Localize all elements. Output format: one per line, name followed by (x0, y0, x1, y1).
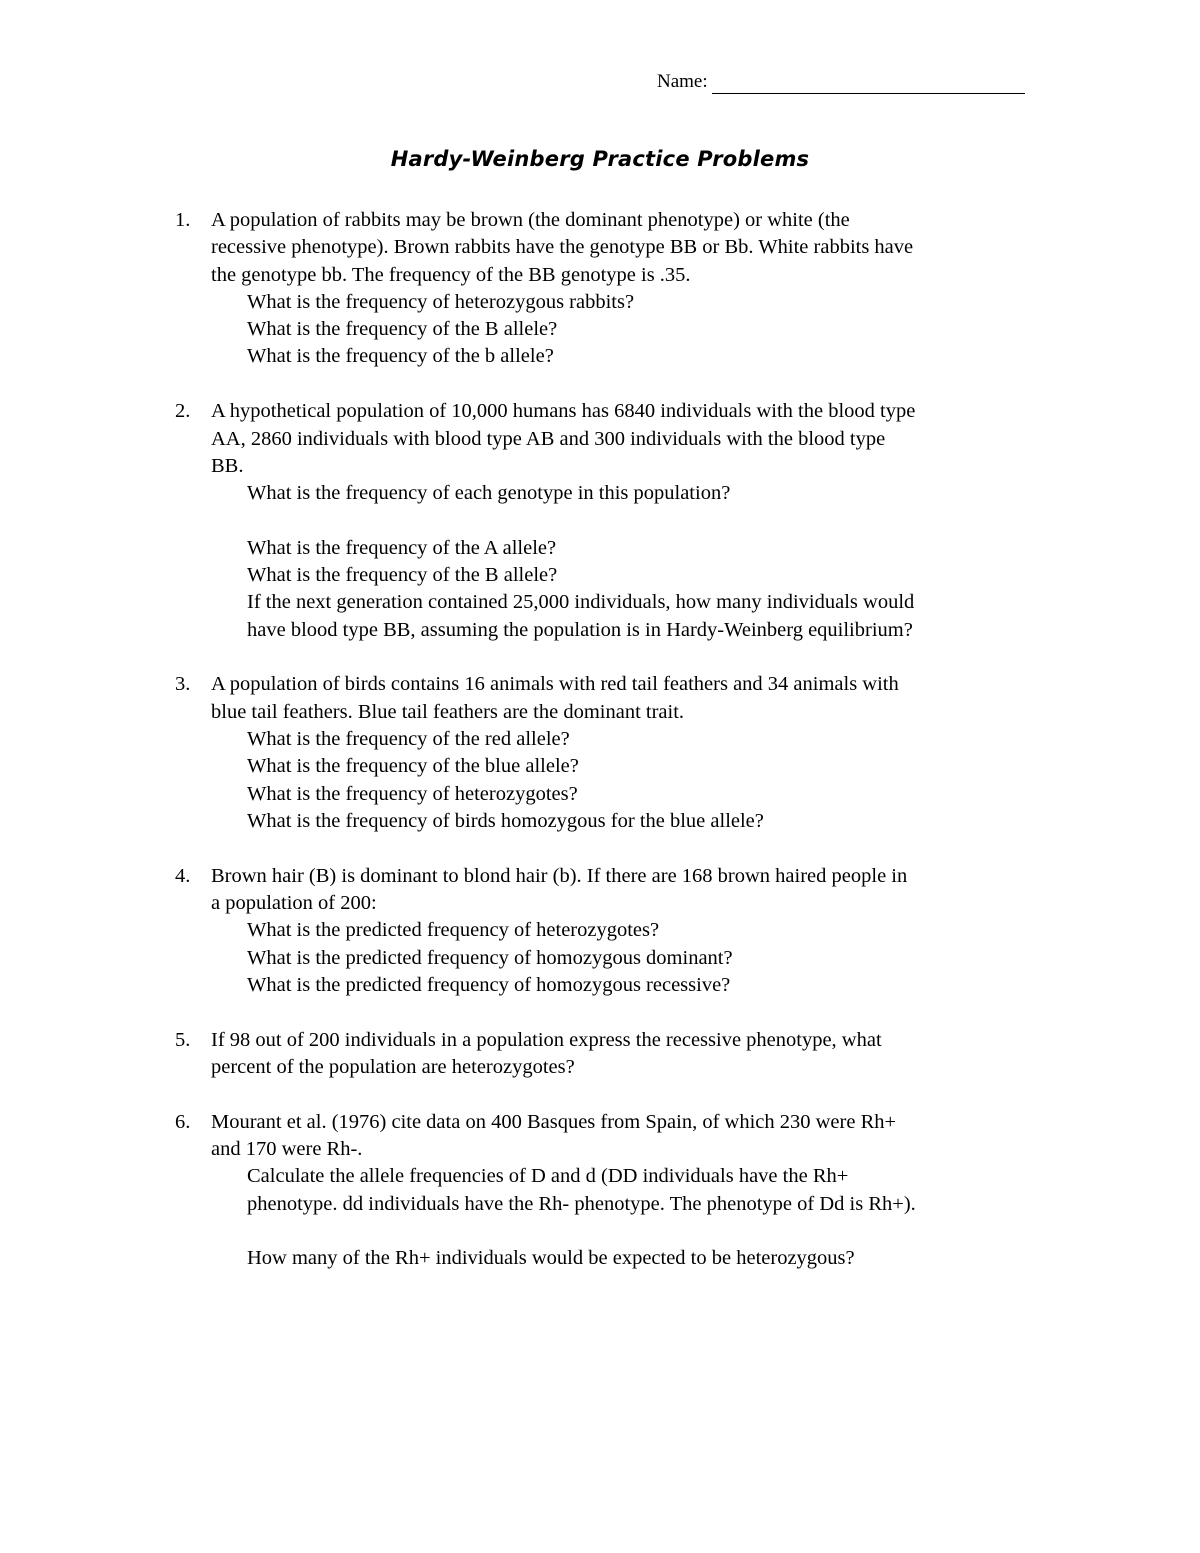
question-line: What is the frequency of heterozygotes? (247, 782, 578, 805)
stem-line: a population of 200: (211, 892, 377, 915)
stem-line: blue tail feathers. Blue tail feathers are the dominant trait. (211, 700, 685, 723)
question-line: If the next generation contained 25,000 individuals, how many individuals would (247, 591, 915, 614)
stem-line: BB. (211, 454, 244, 477)
question-line: Calculate the allele frequencies of D and d (DD individuals have the Rh+ (247, 1165, 849, 1188)
stem-line: and 170 were Rh-. (211, 1138, 363, 1161)
problem-questions (0, 480, 1200, 644)
problem-1 (0, 207, 1200, 371)
problem-number: 6. (175, 1110, 191, 1133)
problem-2 (0, 398, 1200, 644)
name-field (657, 70, 1025, 94)
problem-questions (0, 726, 1200, 835)
problem-questions (0, 289, 1200, 371)
problem-number: 1. (175, 209, 191, 231)
stem-line: AA, 2860 individuals with blood type AB and 300 individuals with the blood type (211, 427, 886, 450)
question-line: have blood type BB, assuming the population is in Hardy-Weinberg equilibrium? (247, 618, 913, 641)
problem-questions (0, 917, 1200, 999)
question-line: What is the frequency of the b allele? (247, 345, 554, 368)
stem-line: percent of the population are heterozygotes? (211, 1056, 575, 1079)
question-line: What is the predicted frequency of homozygous dominant? (247, 946, 733, 969)
problem-number: 4. (175, 864, 191, 887)
answer-space (0, 507, 1200, 534)
problem-list (0, 207, 1200, 1300)
answer-space (0, 1218, 1200, 1245)
stem-line: recessive phenotype). Brown rabbits have the genotype BB or Bb. White rabbits have (211, 236, 914, 259)
problem-questions (0, 1163, 1200, 1272)
question-line: phenotype. dd individuals have the Rh- phenotype. The phenotype of Dd is Rh+). (247, 1192, 916, 1215)
stem-line: the genotype bb. The frequency of the BB genotype is .35. (211, 263, 691, 286)
question-line: What is the frequency of the A allele? (247, 536, 557, 559)
problem-number: 5. (175, 1028, 191, 1051)
question-line: What is the frequency of the B allele? (247, 564, 558, 587)
question-line: What is the frequency of the B allele? (247, 318, 558, 341)
name-blank-line (712, 74, 1025, 94)
problem-6 (0, 1109, 1200, 1273)
question-line: What is the frequency of the red allele? (247, 728, 570, 751)
question-line: What is the predicted frequency of homozygous recessive? (247, 973, 731, 996)
question-line: What is the frequency of each genotype in this population? (247, 482, 731, 505)
question-line: What is the frequency of the blue allele? (247, 755, 579, 778)
question-line: How many of the Rh+ individuals would be expected to be heterozygous? (247, 1247, 855, 1270)
name-label: Name: (657, 71, 708, 92)
stem-line: A population of birds contains 16 animals with red tail feathers and 34 animals with (211, 673, 899, 696)
stem-line: If 98 out of 200 individuals in a population express the recessive phenotype, what (211, 1028, 882, 1051)
stem-line: Brown hair (B) is dominant to blond hair (b). If there are 168 brown haired people in (211, 864, 908, 887)
problem-number: 3. (175, 673, 191, 696)
page-title: Hardy-Weinberg Practice Problems (390, 147, 810, 171)
problem-5 (0, 1027, 1200, 1082)
stem-line: Mourant et al. (1976) cite data on 400 Basques from Spain, of which 230 were Rh+ (211, 1110, 897, 1133)
problem-number: 2. (175, 400, 191, 423)
question-line: What is the predicted frequency of heterozygotes? (247, 919, 660, 942)
question-line: What is the frequency of heterozygous rabbits? (247, 290, 635, 313)
question-line: What is the frequency of birds homozygous for the blue allele? (247, 809, 764, 832)
stem-line: A population of rabbits may be brown (the dominant phenotype) or white (the (211, 209, 850, 231)
problem-4 (0, 863, 1200, 999)
problem-3 (0, 671, 1200, 835)
stem-line: A hypothetical population of 10,000 humans has 6840 individuals with the blood type (211, 400, 916, 423)
